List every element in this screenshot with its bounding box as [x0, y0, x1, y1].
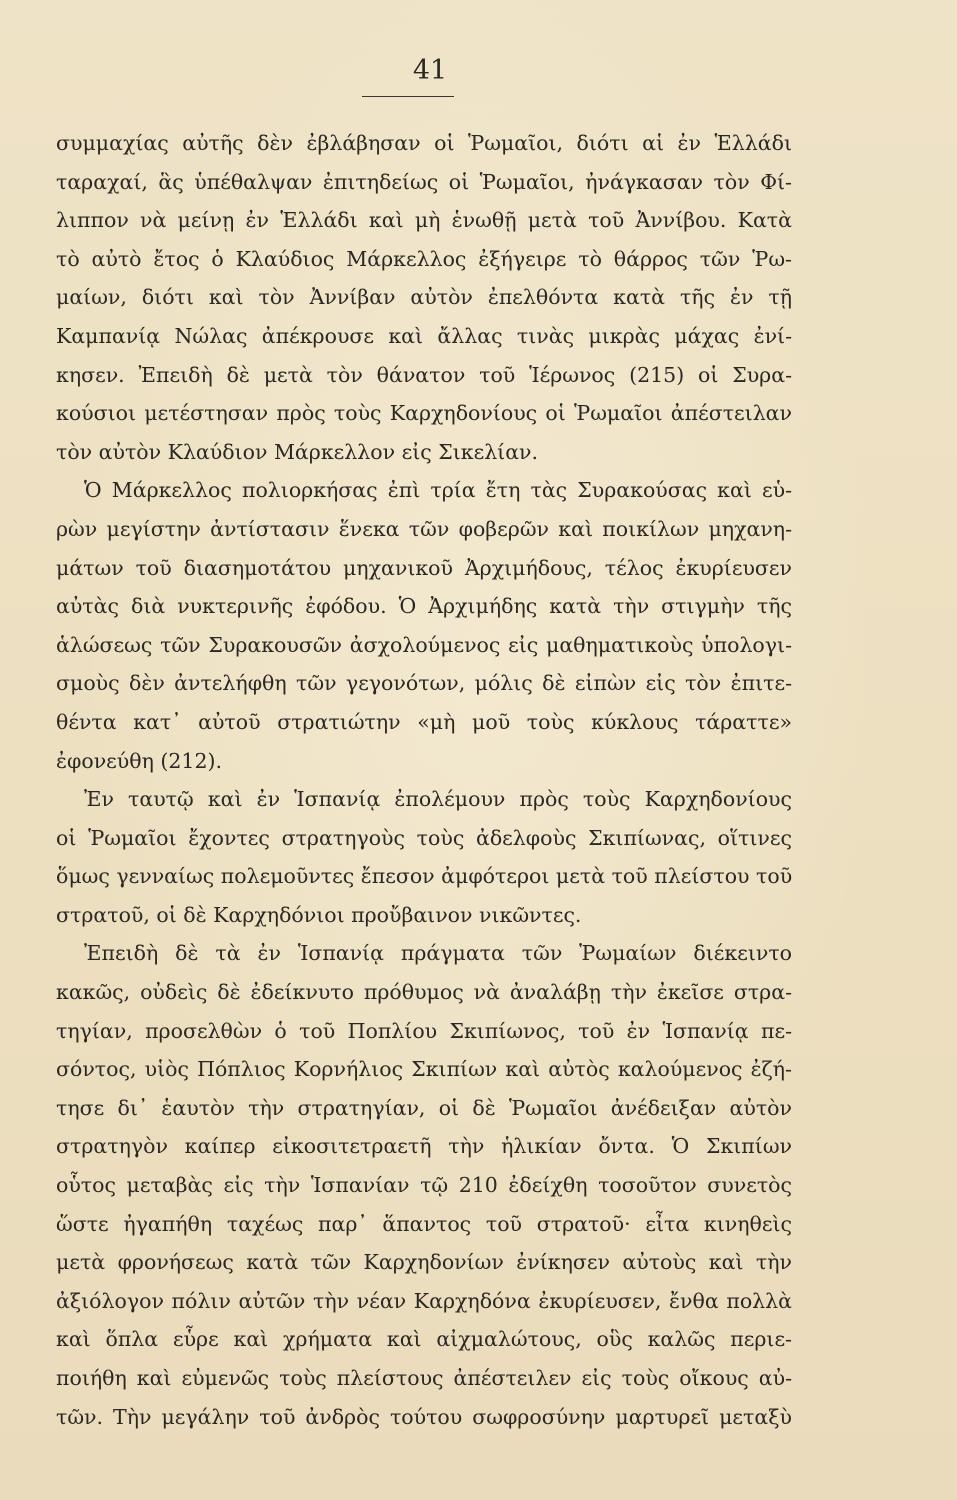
text-line: Ἐπειδὴ δὲ τὰ ἐν Ἱσπανίᾳ πράγματα τῶν Ῥωμαίων διέκειντο — [84, 941, 792, 966]
text-line: Ἐν ταυτῷ καὶ ἐν Ἱσπανίᾳ ἐπολέμουν πρὸς τοὺς Καρχηδονίους — [84, 787, 792, 812]
text-line: ὥστε ἠγαπήθη ταχέως παρ᾿ ἅπαντος τοῦ στρατοῦ· εἶτα κινηθεὶς — [56, 1211, 792, 1236]
text-line: οὗτος μεταβὰς εἰς τὴν Ἱσπανίαν τῷ 210 ἐδείχθη τοσοῦτον συνετὸς — [56, 1173, 792, 1198]
text-line: τὸν αὐτὸν Κλαύδιον Μάρκελλον εἰς Σικελίαν. — [56, 439, 539, 464]
text-line: μαίων, διότι καὶ τὸν Ἀννίβαν αὐτὸν ἐπελθόντα κατὰ τῆς ἐν τῇ — [56, 285, 792, 310]
text-line: σμοὺς δὲν ἀντελήφθη τῶν γεγονότων, μόλις δὲ εἰπὼν εἰς τὸν ἐπιτε- — [56, 671, 792, 696]
text-line: μάτων τοῦ διασημοτάτου μηχανικοῦ Ἀρχιμήδους, τέλος ἐκυρίευσεν — [56, 555, 792, 580]
header-rule — [362, 96, 454, 97]
text-line: αὐτὰς διὰ νυκτερινῆς ἐφόδου. Ὁ Ἀρχιμήδης κατὰ τὴν στιγμὴν τῆς — [56, 594, 792, 619]
text-line: ἀξιόλογον πόλιν αὐτῶν τὴν νέαν Καρχηδόνα ἐκυρίευσεν, ἔνθα πολλὰ — [56, 1288, 792, 1313]
text-line: τησε δι᾿ ἑαυτὸν τὴν στρατηγίαν, οἱ δὲ Ῥωμαῖοι ἀνέδειξαν αὐτὸν — [56, 1095, 792, 1120]
text-line: τῶν. Τὴν μεγάλην τοῦ ἀνδρὸς τούτου σωφροσύνην μαρτυρεῖ μεταξὺ — [56, 1404, 792, 1429]
text-line: συμμαχίας αὐτῆς δὲν ἐβλάβησαν οἱ Ῥωμαῖοι, διότι αἱ ἐν Ἑλλάδι — [56, 131, 792, 155]
text-line: κακῶς, οὐδεὶς δὲ ἐδείκνυτο πρόθυμος νὰ ἀναλάβῃ τὴν ἐκεῖσε στρα- — [56, 980, 792, 1005]
text-line: κησεν. Ἐπειδὴ δὲ μετὰ τὸν θάνατον τοῦ Ἱέρωνος (215) οἱ Συρα- — [56, 362, 792, 387]
text-line: ποιήθη καὶ εὐμενῶς τοὺς πλείστους ἀπέστειλεν εἰς τοὺς οἴκους αὐ- — [56, 1366, 792, 1390]
text-line: στρατηγὸν καίπερ εἰκοσιτετραετῆ τὴν ἡλικίαν ὄντα. Ὁ Σκιπίων — [56, 1134, 792, 1159]
text-line: σόντος, υἱὸς Πόπλιος Κορνήλιος Σκιπίων καὶ αὐτὸς καλούμενος ἐζή- — [56, 1057, 792, 1082]
text-line: τηγίαν, προσελθὼν ὁ τοῦ Ποπλίου Σκιπίωνος, τοῦ ἐν Ἱσπανίᾳ πε- — [56, 1018, 792, 1043]
text-line: κούσιοι μετέστησαν πρὸς τοὺς Καρχηδονίους οἱ Ῥωμαῖοι ἀπέστειλαν — [56, 401, 792, 426]
text-line: Καμπανίᾳ Νώλας ἀπέκρουσε καὶ ἄλλας τινὰς μικρὰς μάχας ἐνί- — [56, 323, 792, 348]
text-line: οἱ Ῥωμαῖοι ἔχοντες στρατηγοὺς τοὺς ἀδελφοὺς Σκιπίωνας, οἵτινες — [56, 825, 792, 850]
text-line: μετὰ φρονήσεως κατὰ τῶν Καρχηδονίων ἐνίκησεν αὐτοὺς καὶ τὴν — [56, 1250, 792, 1275]
text-line: ἐφονεύθη (212). — [56, 748, 223, 773]
text-line: ρὼν μεγίστην ἀντίστασιν ἕνεκα τῶν φοβερῶν καὶ ποικίλων μηχανη- — [56, 516, 792, 541]
text-line: ὅμως γενναίως πολεμοῦντες ἔπεσον ἀμφότεροι μετὰ τοῦ πλείστου τοῦ — [56, 864, 793, 889]
text-line: ἁλώσεως τῶν Συρακουσῶν ἀσχολούμενος εἰς μαθηματικοὺς ὑπολογι- — [56, 632, 792, 657]
body-text — [56, 124, 792, 1436]
text-line: ταραχαί, ἃς ὑπέθαλψαν ἐπιτηδείως οἱ Ῥωμαῖοι, ἠνάγκασαν τὸν Φί- — [56, 169, 792, 194]
text-line: καὶ ὅπλα εὗρε καὶ χρήματα καὶ αἰχμαλώτους, οὓς καλῶς περιε- — [56, 1327, 792, 1352]
text-line: λιππον νὰ μείνῃ ἐν Ἑλλάδι καὶ μὴ ἑνωθῇ μετὰ τοῦ Ἀννίβου. Κατὰ — [56, 208, 792, 233]
text-line: Ὁ Μάρκελλος πολιορκήσας ἐπὶ τρία ἔτη τὰς Συρακούσας καὶ εὑ- — [84, 478, 792, 503]
text-line: θέντα κατ᾿ αὐτοῦ στρατιώτην «μὴ μοῦ τοὺς κύκλους τάραττε» — [56, 709, 792, 734]
page-number: 41 — [412, 55, 448, 86]
text-line: τὸ αὐτὸ ἔτος ὁ Κλαύδιος Μάρκελλος ἐξήγειρε τὸ θάρρος τῶν Ῥω- — [56, 246, 792, 271]
text-line: στρατοῦ, οἱ δὲ Καρχηδόνιοι προὔβαινον νικῶντες. — [56, 902, 582, 927]
